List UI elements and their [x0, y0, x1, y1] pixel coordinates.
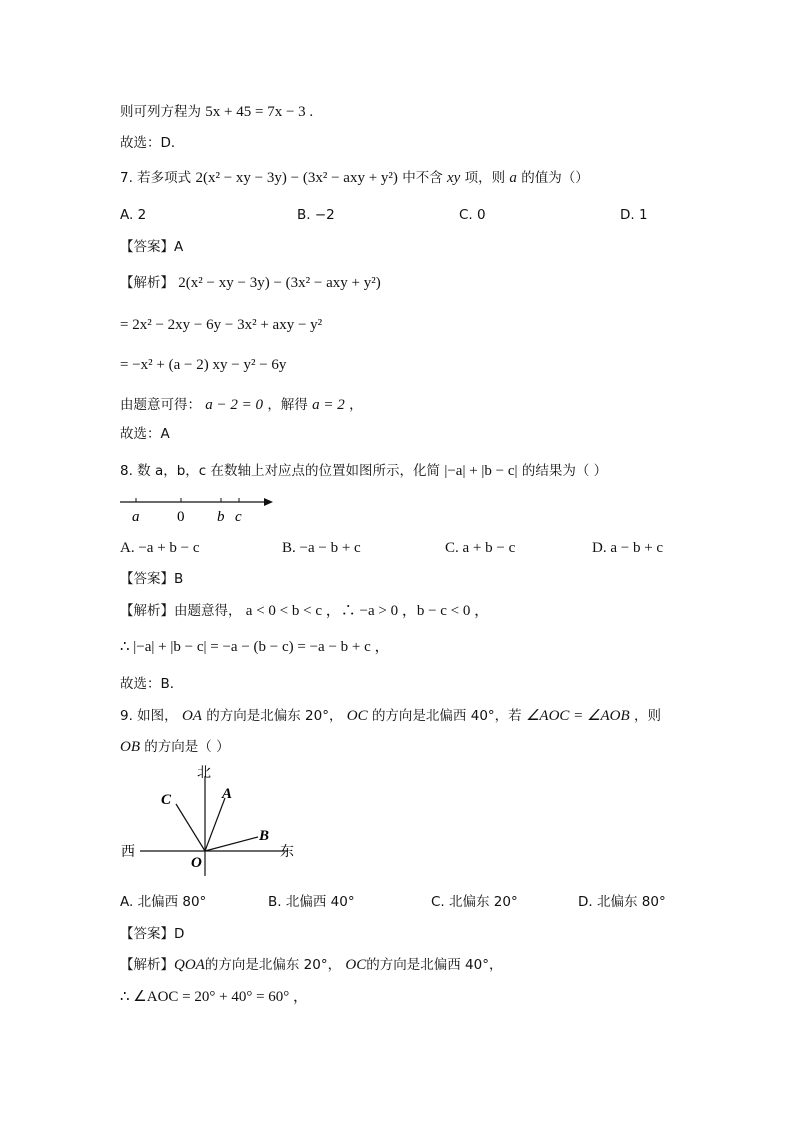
q8-solution-2: ∴ |−a| + |b − c| = −a − (b − c) = −a − b + c ，: [120, 639, 390, 655]
q7-answer: 【答案】A: [120, 239, 184, 255]
q8-selection: 故选：B．: [120, 676, 184, 692]
solution-label: 【解析】: [120, 275, 174, 291]
text: ，解得: [267, 397, 308, 413]
compass-figure: [118, 762, 303, 882]
q9-option-c: C. 北偏东 20°: [431, 894, 518, 910]
q9-text: 9. 如图，: [120, 708, 178, 724]
q7-option-d: D. 1: [620, 207, 648, 223]
q8-option-d: D. a − b + c: [592, 540, 664, 556]
q7-prefix: 7. 若多项式: [120, 170, 192, 186]
text: ，: [349, 397, 363, 413]
q8-option-c: C. a + b − c: [445, 540, 516, 556]
q7-option-a: A. 2: [120, 207, 147, 223]
q9-option-b: B. 北偏西 40°: [268, 894, 355, 910]
label-A: A: [222, 786, 233, 802]
math: OA: [184, 957, 205, 973]
label-west: 西: [121, 844, 135, 860]
question-9-stem: [120, 706, 661, 726]
q9-text: 的方向是北偏西 40°，若: [371, 708, 522, 724]
label-east: 东: [280, 844, 294, 860]
q9-OA: OA: [181, 708, 202, 724]
q7-option-c: C. 0: [459, 207, 486, 223]
q7-solution-2: = 2x² − 2xy − 6y − 3x² + axy − y²: [120, 317, 323, 333]
math: a = 2: [312, 397, 345, 413]
q9-OB: OB: [120, 739, 140, 755]
label-north: 北: [197, 765, 211, 781]
q9-option-d: D. 北偏东 80°: [578, 894, 666, 910]
q7-solution-4: [120, 395, 363, 415]
label-B: B: [259, 828, 270, 844]
ray-OC: [176, 804, 205, 851]
ray-OB: [205, 837, 258, 851]
ray-OA: [205, 798, 225, 851]
equation-line: [120, 102, 313, 122]
q8-option-a: A. −a + b − c: [120, 540, 200, 556]
q8-solution-1: [120, 601, 489, 621]
q7-text: 中不含: [402, 170, 443, 186]
math: a − 2 = 0: [205, 397, 264, 413]
q9-option-a: A. 北偏西 80°: [120, 894, 207, 910]
label-b: b: [217, 509, 225, 525]
solution-label: 【解析】由题意得，: [120, 603, 242, 619]
text: 的方向是北偏东 20°，: [204, 957, 342, 973]
arrow-head: [264, 498, 273, 506]
label-0: 0: [177, 509, 185, 525]
text: 由题意可得：: [120, 397, 201, 413]
label-c: c: [235, 509, 242, 525]
q9-OC: OC: [346, 708, 368, 724]
q9-equation: ∠AOC = ∠AOB: [525, 708, 630, 724]
q9-text: ，则: [633, 708, 661, 724]
label-O: O: [191, 855, 202, 871]
q8-option-b: B. −a − b + c: [282, 540, 361, 556]
text: 的方向是北偏西 40°，: [366, 957, 503, 973]
equation: 5x + 45 = 7x − 3 .: [205, 104, 314, 120]
q8-text2: 的结果为（ ）: [521, 463, 608, 479]
q8-sol-ineq: a < 0 < b < c ，∴ −a > 0 ，b − c < 0 ，: [245, 603, 490, 619]
q7-xy: xy: [447, 170, 461, 186]
q8-expression: |−a| + |b − c|: [444, 463, 518, 479]
math: Q: [174, 957, 185, 973]
question-8-stem: [120, 461, 607, 481]
q9-text: 的方向是（ ）: [144, 739, 230, 755]
math: OC: [345, 957, 367, 973]
q7-sol-expr: 2(x² − xy − 3y) − (3x² − axy + y²): [178, 275, 381, 291]
text: 则可列方程为: [120, 104, 201, 120]
q7-expression: 2(x² − xy − 3y) − (3x² − axy + y²): [195, 170, 398, 186]
question-9-line2: [120, 737, 230, 757]
q8-answer: 【答案】B: [120, 571, 184, 587]
q8-text: 8. 数 a，b，c 在数轴上对应点的位置如图所示，化简: [120, 463, 441, 479]
q9-solution-2: ∴ ∠AOC = 20° + 40° = 60° ，: [120, 989, 309, 1005]
q7-solution-3: = −x² + (a − 2) xy − y² − 6y: [120, 357, 287, 373]
q7-selection: 故选：A: [120, 426, 170, 442]
q7-option-b: B. −2: [297, 207, 335, 223]
q7-solution-1: [120, 273, 381, 293]
question-7-stem: [120, 168, 589, 188]
q9-answer: 【答案】D: [120, 926, 185, 942]
selection-line: 故选：D．: [120, 135, 185, 151]
q7-text2: 项，则: [464, 170, 506, 186]
q9-solution-1: [120, 955, 502, 975]
number-line-figure: [115, 490, 285, 530]
solution-label: 【解析】: [120, 957, 174, 973]
label-C: C: [161, 792, 172, 808]
q9-text: 的方向是北偏东 20°，: [206, 708, 343, 724]
label-a: a: [132, 509, 140, 525]
q7-text3: 的值为（）: [521, 170, 589, 186]
q7-a: a: [509, 170, 517, 186]
